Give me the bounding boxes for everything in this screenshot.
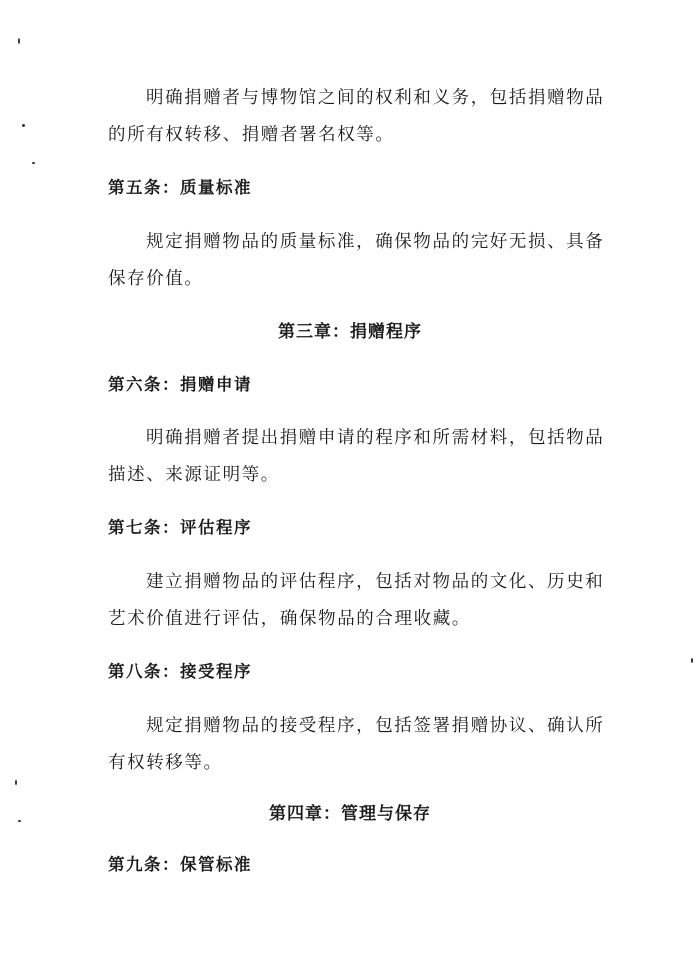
paragraph-line: 的所有权转移、捐赠者署名权等。 [108,125,395,145]
paragraph-line: 明确捐赠者与博物馆之间的权利和义务，包括捐赠物品 [146,88,605,108]
paragraph-line: 有权转移等。 [108,753,223,773]
paragraph-acceptance-procedure [108,708,608,782]
paragraph-donation-application [108,420,608,494]
scan-speck [15,780,17,785]
paragraph-line: 保存价值。 [108,269,204,289]
scan-speck [18,820,21,822]
paragraph-line: 规定捐赠物品的质量标准，确保物品的完好无损、具备 [146,232,605,252]
paragraph-line: 建立捐赠物品的评估程序，包括对物品的文化、历史和 [146,572,605,592]
chapter-3-heading: 第三章：捐赠程序 [278,322,422,342]
article-9-heading: 第九条：保管标准 [108,855,252,874]
paragraph-line: 规定捐赠物品的接受程序，包括签署捐赠协议、确认所 [146,716,605,736]
chapter-4-heading: 第四章：管理与保存 [269,804,431,824]
paragraph-line: 明确捐赠者提出捐赠申请的程序和所需材料，包括物品 [146,428,605,448]
paragraph-quality-standard [108,224,608,298]
article-6-heading: 第六条：捐赠申请 [108,375,252,394]
paragraph-line: 艺术价值进行评估，确保物品的合理收藏。 [108,609,471,629]
scan-speck [22,124,25,127]
paragraph-evaluation-procedure [108,564,608,638]
article-5-heading: 第五条：质量标准 [108,178,252,197]
article-7-heading: 第七条：评估程序 [108,518,252,537]
scan-speck [32,162,35,164]
paragraph-line: 描述、来源证明等。 [108,465,280,485]
scan-speck [18,38,20,44]
article-8-heading: 第八条：接受程序 [108,662,252,681]
scan-speck [691,658,693,663]
paragraph-rights-obligations [108,80,608,154]
